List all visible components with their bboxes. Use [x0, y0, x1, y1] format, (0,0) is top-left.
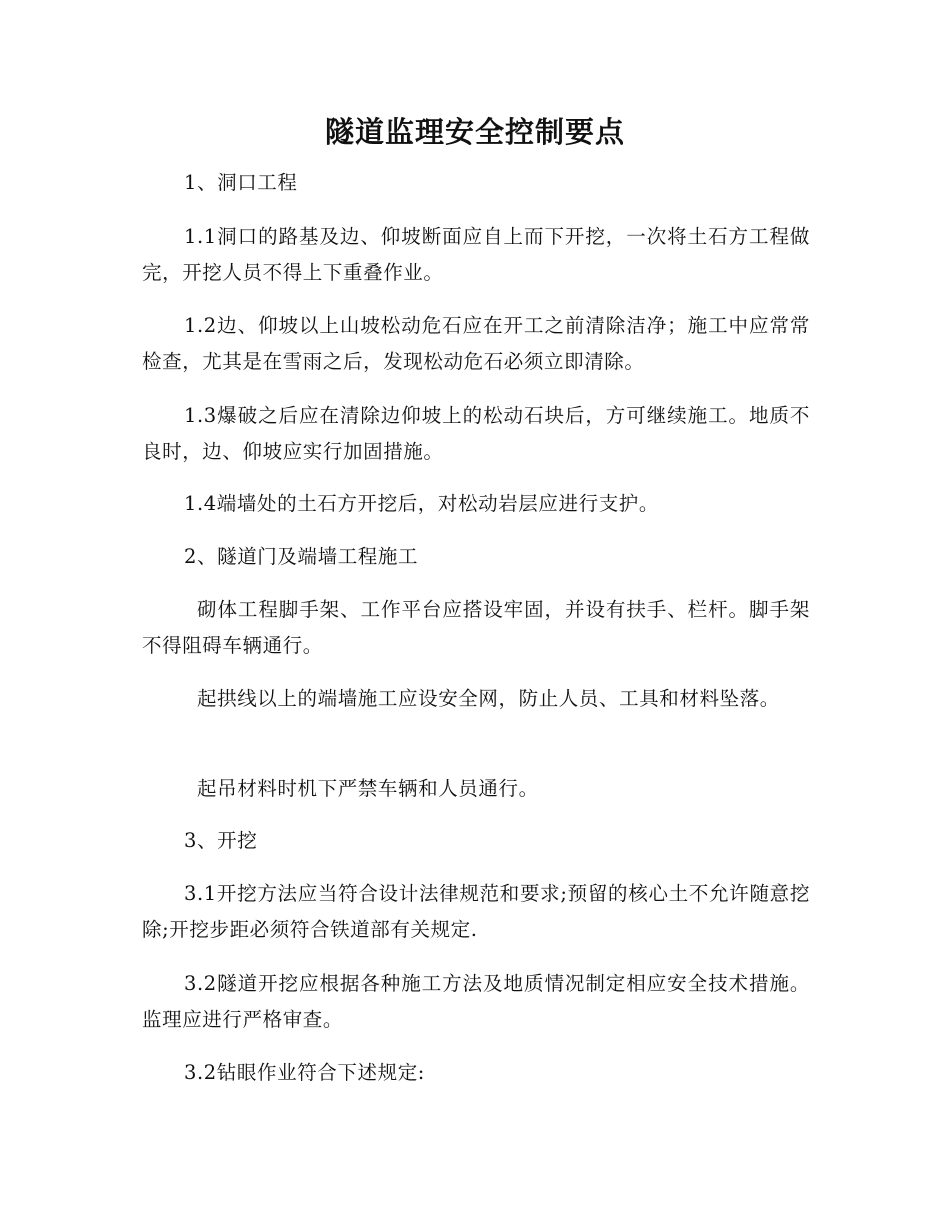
paragraph-2-scaffold: 砌体工程脚手架、工作平台应搭设牢固，并设有扶手、栏杆。脚手架不得阻碍车辆通行。 — [142, 598, 810, 657]
paragraph-1-4: 1.4端墙处的土石方开挖后，对松动岩层应进行支护。 — [184, 492, 660, 515]
paragraph-2-lifting: 起吊材料时机下严禁车辆和人员通行。 — [197, 777, 539, 800]
paragraph-3-2-drilling: 3.2钻眼作业符合下述规定: — [184, 1061, 425, 1084]
section-heading-3: 3、开挖 — [184, 829, 258, 852]
document-title: 隧道监理安全控制要点 — [324, 115, 625, 149]
section-heading-2: 2、隧道门及端墙工程施工 — [184, 545, 419, 568]
paragraph-3-2: 3.2隧道开挖应根据各种施工方法及地质情况制定相应安全技术措施。监理应进行严格审查。 — [142, 972, 810, 1031]
paragraph-1-1: 1.1洞口的路基及边、仰坡断面应自上而下开挖，一次将土石方工程做完，开挖人员不得上下重叠作业。 — [142, 225, 810, 284]
paragraph-1-2: 1.2边、仰坡以上山坡松动危石应在开工之前清除洁净；施工中应常常检查，尤其是在雪雨之后，发现松动危石必须立即清除。 — [142, 314, 810, 373]
section-heading-1: 1、洞口工程 — [184, 171, 298, 194]
paragraph-2-safety-net: 起拱线以上的端墙施工应设安全网，防止人员、工具和材料坠落。 — [197, 687, 780, 710]
paragraph-1-3: 1.3爆破之后应在清除边仰坡上的松动石块后，方可继续施工。地质不良时，边、仰坡应实行加固措施。 — [142, 404, 810, 463]
paragraph-3-1: 3.1开挖方法应当符合设计法律规范和要求;预留的核心土不允许随意挖除;开挖步距必须符合铁道部有关规定. — [142, 882, 810, 941]
